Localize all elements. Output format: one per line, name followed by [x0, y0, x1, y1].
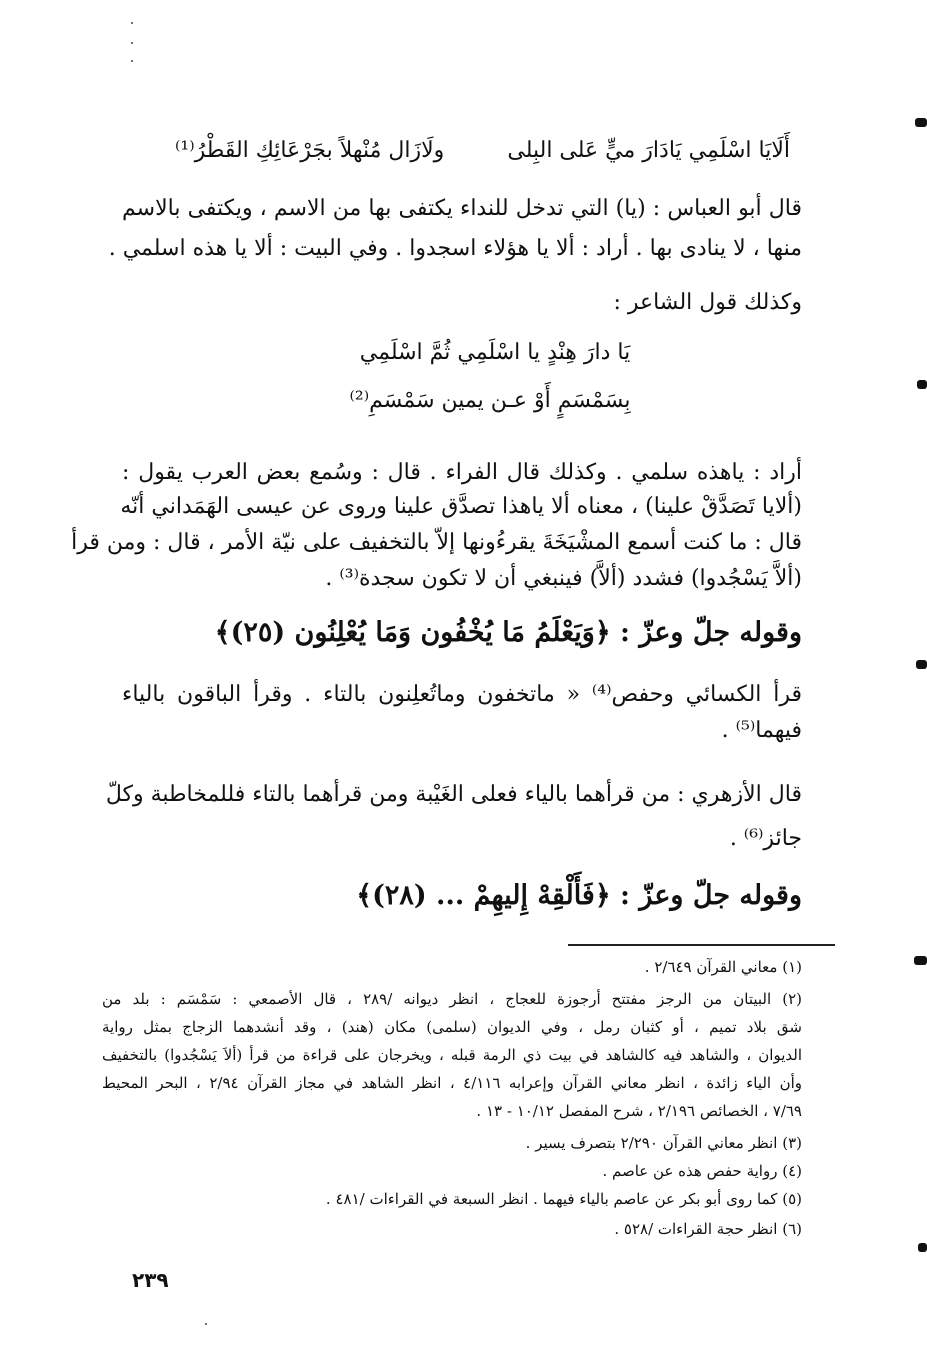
- page-number: ٢٣٩: [132, 1268, 169, 1292]
- para-1-line-2: منها ، لا ينادى بها . أراد : ألا يا هؤلاء اسجدوا . وفي البيت : ألا يا هذه اسلمي .: [108, 236, 802, 261]
- para-1-line-3: وكذلك قول الشاعر :: [613, 290, 802, 315]
- margin-mark: [917, 380, 927, 389]
- footnote-2-line-3: الديوان ، والشاهد فيه كالشاهد في بيت ذي الرمة قبله ، ويخرجان على قراءة من قرأ (ألاَ يَسْجُدوا) بالتخفيف: [102, 1046, 802, 1064]
- footnote-3: (٣) انظر معاني القرآن ٢/٢٩٠ بتصرف يسير .: [525, 1134, 802, 1152]
- verse-1-right-hemistich: أَلَايَا اسْلَمِي يَادَارَ ميٍّ عَلى البِلى: [507, 138, 790, 163]
- footnote-separator: [568, 944, 835, 946]
- footnote-4: (٤) رواية حفص هذه عن عاصم .: [602, 1162, 802, 1180]
- margin-mark: [915, 118, 927, 127]
- para-4-line-1: قال الأزهري : من قرأهما بالياء فعلى الغَيْبة ومن قرأهما بالتاء فللمخاطبة وكلّ: [105, 782, 802, 807]
- verse-2-line-1: يَا دارَ هِنْدٍ يا اسْلَمِي ثُمَّ اسْلَمِي: [359, 340, 631, 365]
- para-4-line-2: جائز⁽⁶⁾ .: [729, 826, 802, 851]
- para-2-line-4: (ألاَّ يَسْجُدوا) فشدد (ألاَّ) فينبغي أن لا تكون سجدة⁽³⁾ .: [325, 566, 802, 591]
- footnote-2-line-4: وأن الياء زائدة ، انظر معاني القرآن وإعرابه ٤/١١٦ ، انظر الشاهد في مجاز القرآن ٢/٩٤ ، البحر المحيط: [102, 1074, 802, 1092]
- scan-speck: [131, 42, 133, 44]
- verse-1-left-hemistich: ولَازَال مُنْهلاً بجَرْعَائِكِ القَطْرُ⁽¹⁾: [175, 138, 445, 163]
- scan-speck: [205, 1323, 207, 1325]
- footnote-1: (١) معاني القرآن ٢/٦٤٩ .: [644, 958, 802, 976]
- footnote-2-line-2: شق بلاد تميم ، أو كثبان رمل ، وفي الديوان (سلمى) مكان (هند) ، وقد أنشدهما الزجاج بمثل رواية: [102, 1018, 802, 1036]
- verse-2-line-2: بِسَمْسَمٍ أَوْ عـن يمين سَمْسَمِ⁽²⁾: [349, 388, 631, 413]
- quran-heading-2: وقوله جلّ وعزّ : ﴿فَأَلْقِهْ إِليهِمْ ... (٢٨)﴾: [356, 880, 802, 911]
- margin-mark: [916, 660, 927, 669]
- footnote-2-line-1: (٢) البيتان من الرجز مفتتح أرجوزة للعجاج ، انظر ديوانه /٢٨٩ ، قال الأصمعي : سَمْسَم : بلد من: [102, 990, 802, 1008]
- footnote-6: (٦) انظر حجة القراءات /٥٢٨ .: [614, 1220, 802, 1238]
- margin-mark: [914, 956, 927, 965]
- margin-mark: [918, 1243, 927, 1252]
- verse-1: [175, 138, 790, 163]
- quran-heading-1: وقوله جلّ وعزّ : ﴿وَيَعْلَمُ مَا يُخْفُون وَمَا يُعْلِنُون (٢٥)﴾: [214, 617, 802, 648]
- para-1-line-1: قال أبو العباس : (يا) التي تدخل للنداء يكتفى بها من الاسم ، ويكتفى بالاسم: [122, 196, 802, 221]
- para-3-line-2: فيهما⁽⁵⁾ .: [721, 718, 802, 743]
- footnote-2-line-5: ٧/٦٩ ، الخصائص ٢/١٩٦ ، شرح المفصل ١٠/١٢ - ١٣ .: [476, 1102, 802, 1120]
- para-2-line-2: (ألايا تَصَدَّقْ علينا) ، معناه ألا ياهذا تصدَّق علينا وروى عن عيسى الهَمَداني أنّه: [120, 494, 802, 519]
- para-2-line-3: قال : ما كنت أسمع المشْيَخَةَ يقرءُونها إلاّ بالتخفيف على نيّة الأمر ، قال : ومن قرأ: [71, 530, 802, 555]
- footnote-5: (٥) كما روى أبو بكر عن عاصم بالياء فيهما . انظر السبعة في القراءات /٤٨١ .: [325, 1190, 802, 1208]
- scan-speck: [131, 22, 133, 24]
- scan-speck: [131, 60, 133, 62]
- para-2-line-1: أراد : ياهذه سلمي . وكذلك قال الفراء . قال : وسُمع بعض العرب يقول :: [122, 460, 802, 485]
- para-3-line-1: قرأ الكسائي وحفص⁽⁴⁾ « ماتخفون وماتُعلِنون بالتاء . وقرأ الباقون بالياء: [122, 682, 803, 707]
